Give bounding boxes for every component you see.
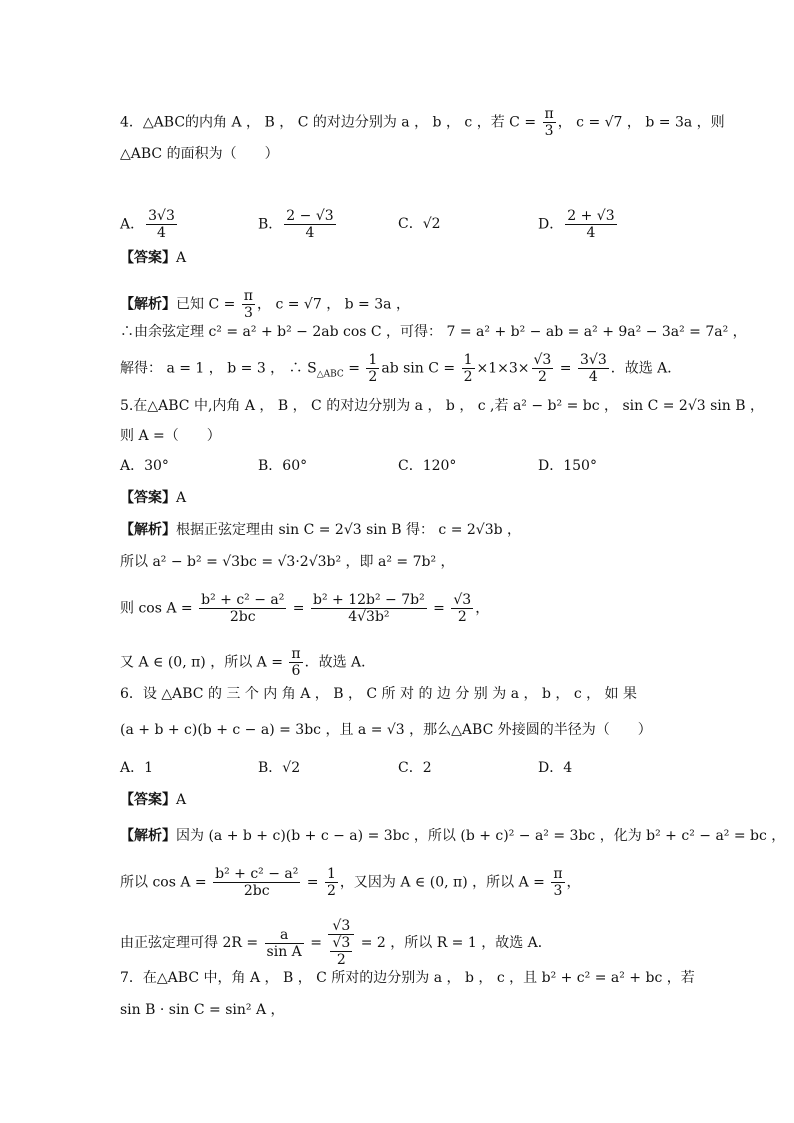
q7-stem-line1: 7．在△ABC 中，角 A ， B ， C 所对的边分别为 a ， b ， c ，且 b² + c² = a² + bc ，若 xyxy=(120,970,695,986)
q6-analysis-line3: 由正弦定理可得 2R = $\frac{a}{\text{sin A}}$ = √3 √3 2 = 2 ，所以 R = 1 ，故选 A． xyxy=(120,918,552,968)
q5-stem-line2: 则 A =（ ） xyxy=(120,428,221,444)
q4-analysis-line2: ∴由余弦定理 c² = a² + b² − 2ab cos C ，可得： 7 = a² + b² − ab = a² + 9a² − 3a² = 7a² ， xyxy=(120,324,747,340)
q6-analysis-line2: 所以 cos A = $\frac{\text{b² + c² − a²}}{2bc}$ = $\frac{1}{2}$ ，又因为 A ∈ (0, π) ，所以 A = $\frac{\pi}{3}$ ， xyxy=(120,866,581,899)
q4-stem-prefix: 4．△ABC的内角 A ， B ， C 的对边分别为 a ， b ， c ，若 C = xyxy=(120,114,541,131)
answer-tag: 【答案】 xyxy=(120,490,176,506)
q4-stem-line1 xyxy=(120,106,725,139)
q4-option-c[interactable]: C．√2 xyxy=(398,216,441,232)
q5-option-c[interactable]: C．120° xyxy=(398,458,457,474)
q4-analysis-line1: 【解析】已知 C = $\frac{\pi}{3}$ ， c = √7 ， b = 3a ， xyxy=(120,288,410,321)
q5-analysis-line4: 又 A ∈ (0, π) ，所以 A = $\frac{\pi}{6}$ ．故选 A． xyxy=(120,646,376,679)
analysis-tag: 【解析】 xyxy=(120,296,176,313)
analysis-tag: 【解析】 xyxy=(120,522,176,538)
q5-analysis-line1: 【解析】根据正弦定理由 sin C = 2√3 sin B 得： c = 2√3b ， xyxy=(120,522,522,538)
q4-stem-suffix: ， c = √7 ， b = 3a ，则 xyxy=(557,114,725,131)
q6-option-b[interactable]: B．√2 xyxy=(258,760,301,776)
q5-option-b[interactable]: B．60° xyxy=(258,458,308,474)
q6-option-d[interactable]: D．4 xyxy=(538,760,573,776)
q6-analysis-line1: 【解析】因为 (a + b + c)(b + c − a) = 3bc ，所以 (b + c)² − a² = 3bc ，化为 b² + c² − a² = bc ， xyxy=(120,828,786,844)
answer-value: A xyxy=(176,792,187,808)
q4-analysis-line3: 解得： a = 1 ， b = 3 ， ∴ $S_{\triangle ABC}$ = $\frac{1}{2}$ ab sin C = $\frac{1}{2}$ ×1×3× $\frac{√3}{2}$ = $\frac{3√3}{4}$ ．故选 A． xyxy=(120,352,682,385)
q4-option-a[interactable]: A． $\frac{3√3}{4}$ xyxy=(120,208,175,241)
q4-c-fraction: $\frac{\pi}{3}$ xyxy=(544,106,554,139)
q4-option-b[interactable]: B． $\frac{2 - √3}{4}$ xyxy=(258,208,334,241)
q6-stem-line1: 6．设 △ABC 的 三 个 内 角 A ， B ， C 所 对 的 边 分 别 为 a ， b ， c ， 如 果 xyxy=(120,686,638,702)
answer-value: A xyxy=(176,490,187,506)
q5-analysis-line3: 则 cos A = $\frac{\text{b² + c² − a²}}{2bc}$ = $\frac{\text{b² + 12b² − 7b²}}{\text{4√3b²}}$ = $\frac{√3}{2}$ ， xyxy=(120,592,490,625)
answer-tag: 【答案】 xyxy=(120,250,176,266)
q5-option-d[interactable]: D．150° xyxy=(538,458,597,474)
q5-analysis-line2: 所以 a² − b² = √3bc = √3·2√3b² ，即 a² = 7b² ， xyxy=(120,554,455,570)
q5-answer xyxy=(120,488,186,508)
q6-option-a[interactable]: A．1 xyxy=(120,760,154,776)
q4-stem-line2: △ABC 的面积为（ ） xyxy=(120,146,279,162)
q4-answer xyxy=(120,248,186,268)
q5-option-a[interactable]: A．30° xyxy=(120,458,169,474)
q6-stem-line2: (a + b + c)(b + c − a) = 3bc ，且 a = √3 ，那么△ABC 外接圆的半径为（ ） xyxy=(120,722,652,738)
q6-option-c[interactable]: C．2 xyxy=(398,760,432,776)
q4-option-d[interactable]: D． $\frac{2 + √3}{4}$ xyxy=(538,208,615,241)
q7-stem-line2: sin B · sin C = sin² A ， xyxy=(120,1002,285,1018)
answer-value: A xyxy=(176,250,187,266)
q6-answer xyxy=(120,790,186,810)
answer-tag: 【答案】 xyxy=(120,792,176,808)
q5-stem-line1: 5.在△ABC 中,内角 A ， B ， C 的对边分别为 a ， b ， c ,若 a² − b² = bc ， sin C = 2√3 sin B ， xyxy=(120,398,764,414)
analysis-tag: 【解析】 xyxy=(120,828,176,844)
